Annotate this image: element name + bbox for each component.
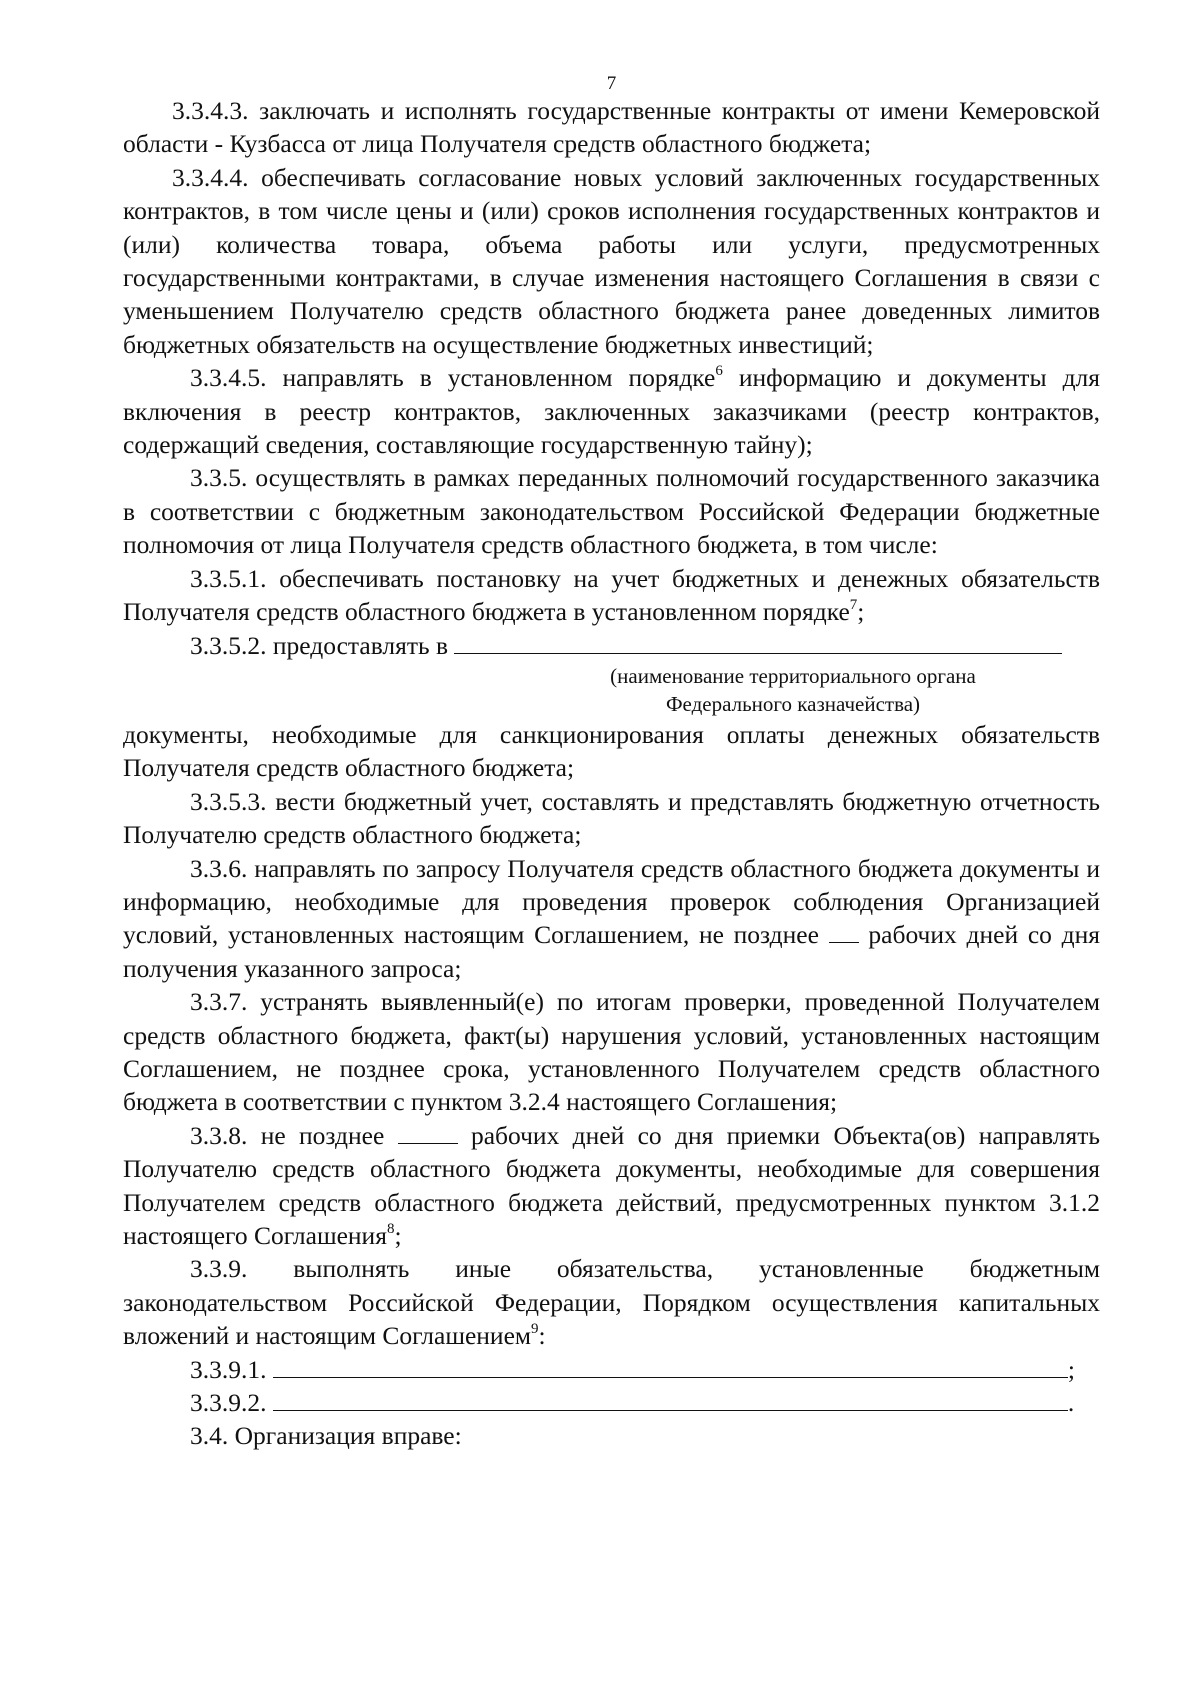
paragraph-text: 3.3.8. не позднее — [190, 1120, 398, 1150]
paragraph-3-3-5-2-continued: документы, необходимые для санкционирования оплаты денежных обязательств Получателя средств областного бюджета; — [123, 719, 1100, 783]
item-label: 3.3.9.1. — [190, 1354, 273, 1384]
footnote-ref-9: 9 — [531, 1320, 539, 1337]
paragraph-text: ; — [394, 1221, 402, 1250]
item-blank[interactable] — [273, 1390, 1068, 1411]
paragraph-text: 3.3.5.1. обеспечивать постановку на учет бюджетных и денежных обязательств Получателя средств областного бюджета в установленном порядке — [123, 563, 1100, 627]
blank-caption — [123, 662, 1028, 718]
paragraph-3-3-4-5 — [123, 361, 1100, 461]
days-blank[interactable] — [829, 922, 859, 943]
paragraph-text: : — [538, 1321, 546, 1351]
paragraph-text: 3.3.5.2. предоставлять в — [190, 630, 455, 660]
days-blank[interactable] — [398, 1123, 458, 1144]
item-blank[interactable] — [273, 1357, 1068, 1378]
footnote-ref-6: 6 — [715, 362, 723, 379]
paragraph-text: 3.3.6. направлять по запросу Получателя средств областного бюджета документы и информацию, необходимые для проведения проверок соблюдения Организацией условий, установленных настоящим Соглашением, не позднее — [123, 853, 1100, 950]
paragraph-3-3-5-1 — [123, 562, 1100, 629]
paragraph-3-3-4-3: 3.3.4.3. заключать и исполнять государственные контракты от имени Кемеровской области - Кузбасса от лица Получателя средств областного бюджета; — [123, 96, 1100, 159]
paragraph-text: 3.3.9. выполнять иные обязательства, установленные бюджетным законодательством Российской Федерации, Порядком осуществления капитальных вложений и настоящим Соглашением — [123, 1254, 1100, 1351]
paragraph-3-3-5-2 — [123, 629, 1100, 662]
caption-line: Федерального казначейства) — [665, 691, 921, 716]
paragraph-3-3-9 — [123, 1252, 1100, 1352]
territorial-body-blank[interactable] — [454, 633, 1062, 654]
paragraph-3-3-6 — [123, 852, 1100, 986]
paragraph-text: рабочих дней со дня приемки Объекта(ов) направлять Получателю средств областного бюджета документы, необходимые для совершения Получателем средств областного бюджета действий, предусмотренных пунктом 3.1.2 настоящего Соглашения — [123, 1120, 1100, 1250]
paragraph-3-3-7: 3.3.7. устранять выявленный(е) по итогам проверки, проведенной Получателем средств областного бюджета, факт(ы) нарушения условий, установленных настоящим Соглашением, не позднее срока, установленного Получателем средств областного бюджета в соответствии с пунктом 3.2.4 настоящего Соглашения; — [123, 987, 1100, 1117]
item-3-3-9-2 — [123, 1386, 1100, 1419]
paragraph-3-4: 3.4. Организация вправе: — [190, 1421, 462, 1451]
footnote-ref-7: 7 — [849, 596, 858, 613]
paragraph-text: 3.3.4.5. направлять в установленном порядке — [190, 363, 716, 393]
footnote-ref-8: 8 — [386, 1220, 395, 1237]
item-3-3-9-1 — [123, 1353, 1100, 1386]
item-label: 3.3.9.2. — [190, 1388, 273, 1418]
paragraph-3-3-5-3: 3.3.5.3. вести бюджетный учет, составлять и представлять бюджетную отчетность Получателю средств областного бюджета; — [123, 786, 1100, 850]
paragraph-3-3-4-4: 3.3.4.4. обеспечивать согласование новых условий заключенных государственных контрактов, в том числе цены и (или) сроков исполнения государственных контрактов и (или) количества товара, объема работы или услуги, предусмотренных государственными контрактами, в случае изменения настоящего Соглашения в связи с уменьшением Получателю средств областного бюджета ранее доведенных лимитов бюджетных обязательств на осуществление бюджетных инвестиций; — [123, 162, 1100, 359]
paragraph-text: рабочих дней со дня получения указанного запроса; — [123, 920, 1101, 983]
paragraph-3-3-8 — [123, 1119, 1100, 1253]
item-end: . — [1067, 1388, 1075, 1418]
paragraph-3-3-5: 3.3.5. осуществлять в рамках переданных полномочий государственного заказчика в соответствии с бюджетным законодательством Российской Федерации бюджетные полномочия от лица Получателя средств областного бюджета, в том числе: — [123, 463, 1100, 560]
caption-line: (наименование территориального органа — [610, 663, 976, 688]
paragraph-text: ; — [857, 597, 865, 627]
item-end: ; — [1067, 1354, 1075, 1384]
page-number: 7 — [606, 73, 617, 94]
paragraph-text: информацию и документы для включения в реестр контрактов, заключенных заказчиками (реестр контрактов, содержащий сведения, составляющие государственную тайну); — [123, 363, 1100, 460]
